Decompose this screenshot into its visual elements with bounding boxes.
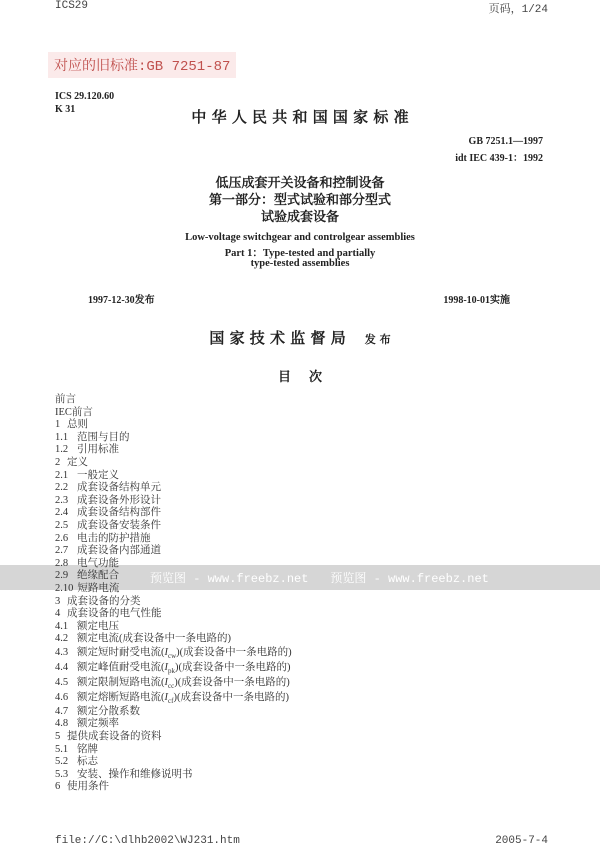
footer-date: 2005-7-4: [495, 835, 548, 847]
toc-item-label: 额定频率: [77, 718, 119, 730]
standard-number: GB 7251.1—1997: [468, 136, 543, 147]
toc-item-number: 4: [55, 608, 61, 620]
toc-item-label: 成套设备的电气性能: [67, 608, 162, 620]
toc-item[interactable]: [55, 661, 292, 676]
toc-item[interactable]: [55, 621, 292, 634]
header-left: ICS29: [55, 0, 89, 12]
toc-item-label: 绝缘配合: [77, 570, 119, 582]
issuer: 国 家 技 术 监 督 局: [209, 329, 346, 347]
toc-item-number: 6: [55, 781, 61, 793]
toc-item-number: 4.4: [55, 661, 69, 673]
title-en-1: Low-voltage switchgear and controlgear assemblies: [185, 232, 415, 243]
toc-item-number: 4.1: [55, 620, 69, 632]
toc-item-label: 总则: [67, 419, 88, 431]
toc-item-label: 使用条件: [67, 781, 109, 793]
toc-item[interactable]: [55, 706, 292, 719]
toc-item-label: IEC前言: [55, 406, 93, 418]
issue-date: 1997-12-30发布: [88, 295, 155, 306]
toc-item-number: 5.3: [55, 768, 69, 780]
toc-item-number: 2.3: [55, 494, 69, 506]
toc-title: 目 次: [277, 370, 323, 385]
toc-item-label: 范围与目的: [77, 431, 130, 443]
toc-item-label: 成套设备结构部件: [77, 507, 161, 519]
title-en-2: Part 1：Type-tested and partially: [224, 248, 376, 259]
toc-item[interactable]: [55, 744, 292, 757]
toc-item-number: 4.7: [55, 705, 69, 717]
toc-item[interactable]: [55, 583, 292, 596]
current-subscript: cf: [168, 696, 174, 705]
implementation-date: 1998-10-01实施: [443, 295, 510, 306]
k-code: K 31: [55, 104, 76, 115]
idt-reference: idt IEC 439-1：1992: [455, 153, 543, 164]
title-cn-2: 第一部分：型式试验和部分型式: [208, 193, 391, 208]
title-cn-1: 低压成套开关设备和控制设备: [215, 176, 385, 191]
toc-item-label: 安装、操作和维修说明书: [77, 768, 193, 780]
toc-item-label: 提供成套设备的资料: [67, 731, 162, 743]
toc-item-label: 额定短时耐受电流(: [77, 646, 165, 658]
toc-item-label: 定义: [67, 456, 88, 468]
current-symbol: I: [164, 661, 168, 673]
national-standard-title: 中 华 人 民 共 和 国 国 家 标 准: [191, 108, 409, 126]
toc-item-number: 5.2: [55, 756, 69, 768]
toc-item-number: 1: [55, 419, 61, 431]
toc-item[interactable]: [55, 646, 292, 661]
ics-code: ICS 29.120.60: [55, 91, 115, 102]
toc-item-number: 4.2: [55, 633, 69, 645]
title-en-3: type-tested assemblies: [250, 258, 350, 269]
watermark-text: 预览图 - www.freebz.net: [150, 572, 309, 586]
current-symbol: I: [164, 676, 168, 688]
toc-item[interactable]: [55, 520, 292, 533]
toc-item[interactable]: [55, 394, 292, 407]
toc-item[interactable]: [55, 470, 292, 483]
toc-item[interactable]: [55, 596, 292, 609]
current-subscript: cw: [168, 651, 177, 660]
toc-item-label: 电击的防护措施: [77, 532, 151, 544]
toc-item[interactable]: [55, 718, 292, 731]
toc-item[interactable]: [55, 444, 292, 457]
toc-item[interactable]: [55, 633, 292, 646]
toc-item[interactable]: [55, 457, 292, 470]
issuer-suffix: 发 布: [364, 333, 391, 346]
toc-item-label: 电气功能: [77, 557, 119, 569]
toc-item-label: 成套设备外形设计: [77, 494, 161, 506]
toc-item-label: 成套设备内部通道: [77, 545, 161, 557]
toc-item[interactable]: [55, 419, 292, 432]
toc-item[interactable]: [55, 432, 292, 445]
toc-item-number: 1.1: [55, 431, 69, 443]
toc-item-label: 成套设备结构单元: [77, 482, 161, 494]
toc-item-suffix: )(成套设备中一条电路的): [174, 676, 290, 688]
toc-item-number: 4.8: [55, 718, 69, 730]
toc-item[interactable]: [55, 769, 292, 782]
toc-item[interactable]: [55, 731, 292, 744]
toc-item-number: 2.4: [55, 507, 69, 519]
toc-item-number: 5.1: [55, 743, 69, 755]
toc-item[interactable]: [55, 608, 292, 621]
toc-item-label: 标志: [77, 756, 98, 768]
current-subscript: cc: [168, 681, 175, 690]
toc-item-suffix: )(成套设备中一条电路的): [176, 646, 292, 658]
toc-item-number: 2.1: [55, 469, 69, 481]
toc-item-label: 额定电压: [77, 620, 119, 632]
toc-item[interactable]: [55, 482, 292, 495]
toc-item-label: 前言: [55, 394, 76, 405]
toc-item-label: 额定限制短路电流(: [77, 676, 165, 688]
toc-item[interactable]: [55, 570, 292, 583]
table-of-contents: [55, 394, 292, 794]
toc-item-number: 2.9: [55, 570, 69, 582]
toc-item[interactable]: [55, 533, 292, 546]
toc-item-number: 2.2: [55, 482, 69, 494]
toc-item-number: 5: [55, 731, 61, 743]
toc-item-number: 1.2: [55, 444, 69, 456]
toc-item-number: 4.5: [55, 676, 69, 688]
toc-item-label: 一般定义: [77, 469, 119, 481]
watermark-text: 预览图 - www.freebz.net: [330, 572, 489, 586]
toc-item-suffix: )(成套设备中一条电路的): [175, 661, 291, 673]
toc-item-label: 短路电流: [77, 582, 120, 594]
toc-item-number: 2.6: [55, 532, 69, 544]
toc-item-number: 2.8: [55, 557, 69, 569]
toc-item-label: 额定分散系数: [77, 705, 140, 717]
toc-item[interactable]: [55, 756, 292, 769]
header-page-number: 页码，1/24: [488, 4, 548, 16]
toc-item-label: 铭牌: [77, 743, 98, 755]
toc-item-label: 额定峰值耐受电流(: [77, 661, 165, 673]
current-symbol: I: [164, 646, 168, 658]
toc-item-number: 4.6: [55, 691, 69, 703]
toc-item[interactable]: [55, 676, 292, 691]
toc-item-label: 额定熔断短路电流(: [77, 691, 165, 703]
current-symbol: I: [164, 691, 168, 703]
toc-item-number: 2.10: [55, 582, 74, 594]
toc-item-number: 4.3: [55, 646, 69, 658]
toc-item[interactable]: [55, 545, 292, 558]
toc-item-number: 2.7: [55, 545, 69, 557]
toc-item[interactable]: [55, 507, 292, 520]
toc-item-label: 成套设备安装条件: [77, 519, 161, 531]
toc-item[interactable]: [55, 781, 292, 794]
footer-file-path: file://C:\dlhb2002\WJ231.htm: [55, 835, 240, 847]
toc-item-label: 额定电流(成套设备中一条电路的): [77, 633, 231, 645]
toc-item[interactable]: [55, 558, 292, 571]
title-cn-3: 试验成套设备: [260, 210, 339, 225]
toc-item-label: 成套设备的分类: [67, 595, 141, 607]
toc-item[interactable]: [55, 495, 292, 508]
toc-item-number: 3: [55, 595, 61, 607]
toc-item-number: 2: [55, 456, 61, 468]
toc-item[interactable]: [55, 691, 292, 706]
toc-item-number: 2.5: [55, 519, 69, 531]
current-subscript: pk: [168, 666, 175, 675]
old-standard-label: 对应的旧标准:GB 7251-87: [48, 52, 236, 78]
toc-item-label: 引用标准: [77, 444, 119, 456]
toc-item-suffix: )(成套设备中一条电路的): [173, 691, 289, 703]
toc-item[interactable]: [55, 407, 292, 420]
